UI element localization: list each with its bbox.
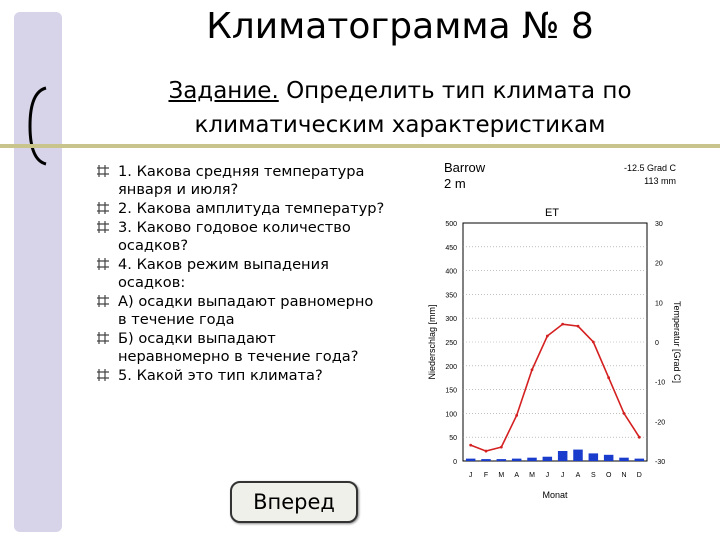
question-text: 2. Какова амплитуда температур? — [118, 200, 385, 217]
left-tick-label: 500 — [445, 221, 457, 228]
right-axis — [655, 221, 665, 466]
question-text: 3. Каково годовое количество осадков? — [118, 219, 351, 254]
precip-bar — [512, 459, 522, 461]
temperature-point — [500, 446, 503, 449]
temperature-point — [592, 341, 595, 344]
left-tick-label: 350 — [445, 292, 457, 300]
temperature-point — [469, 444, 472, 447]
right-tick-label: -30 — [655, 459, 666, 466]
temperature-point — [623, 412, 626, 415]
x-tick-label: F — [483, 472, 489, 479]
question-text: 4. Каков режим выпадения осадков: — [118, 256, 329, 291]
precip-bar — [635, 459, 645, 461]
x-tick-label: A — [575, 472, 581, 479]
right-tick-label: 10 — [655, 300, 663, 308]
x-tick-label: D — [636, 472, 642, 479]
temperature-point — [577, 325, 580, 328]
task-body: Определить тип климата по климатическим характеристикам — [194, 78, 632, 138]
left-axis — [445, 221, 457, 466]
x-tick-label: J — [468, 472, 473, 479]
right-tick-label: 20 — [655, 260, 663, 268]
x-tick-label: S — [590, 472, 596, 479]
temperature-point — [485, 450, 488, 453]
x-tick-label: O — [605, 472, 612, 479]
station-elevation: 2 m — [444, 176, 466, 191]
temperature-point — [515, 414, 518, 417]
right-tick-label: 0 — [655, 340, 659, 347]
page-title: Климатограмма № 8 — [206, 6, 594, 47]
right-tick-label: -10 — [655, 379, 666, 387]
x-tick-label: J — [560, 472, 565, 479]
precip-bar — [543, 457, 553, 461]
x-tick-label: A — [514, 472, 520, 479]
x-tick-label: J — [545, 472, 550, 479]
precip-bar — [527, 458, 537, 461]
left-tick-label: 400 — [445, 268, 457, 276]
precip-bar — [481, 459, 491, 461]
temperature-point — [607, 376, 610, 379]
left-tick-label: 250 — [445, 340, 457, 347]
grid — [463, 247, 647, 437]
temperature-point — [546, 335, 549, 338]
temperature-line — [469, 323, 640, 453]
question-text: 1. Какова средняя температура января и июля? — [118, 163, 365, 198]
precip-bar — [604, 455, 614, 461]
precip-bar — [573, 450, 583, 461]
left-axis-label: Niederschlag [mm] — [427, 304, 437, 380]
annual-precip: 113 mm — [644, 176, 676, 186]
precipitation-bars — [466, 450, 644, 461]
left-tick-label: 450 — [445, 244, 457, 252]
right-axis-label: Temperatur [Grad C] — [672, 300, 682, 384]
temperature-point — [531, 368, 534, 371]
left-tick-label: 0 — [453, 459, 457, 466]
station-name: Barrow — [444, 160, 486, 175]
next-button[interactable]: Вперед — [230, 481, 358, 523]
temperature-point — [561, 323, 564, 326]
temperature-point — [638, 436, 641, 439]
x-tick-label: N — [621, 472, 627, 479]
left-tick-label: 150 — [445, 387, 457, 395]
question-text: 5. Какой это тип климата? — [118, 367, 323, 384]
annual-temp: -12.5 Grad C — [623, 163, 676, 173]
temperature-line-path — [471, 324, 640, 451]
x-axis — [469, 472, 642, 479]
right-tick-label: 30 — [655, 221, 663, 228]
x-tick-label: M — [498, 472, 505, 479]
left-tick-label: 100 — [445, 411, 457, 419]
precip-bar — [497, 459, 507, 461]
climate-code: ET — [544, 207, 560, 219]
left-tick-label: 300 — [445, 316, 457, 324]
precip-bar — [619, 458, 629, 461]
precip-bar — [589, 453, 599, 461]
right-tick-label: -20 — [655, 419, 666, 427]
question-text: А) осадки выпадают равномерно в течение года — [118, 293, 374, 328]
left-tick-label: 50 — [449, 435, 457, 443]
x-axis-label: Monat — [542, 490, 568, 500]
left-tick-label: 200 — [445, 363, 457, 371]
precip-bar — [558, 451, 568, 461]
task-head: Задание. — [168, 78, 279, 104]
question-text: Б) осадки выпадают неравномерно в течение года? — [118, 330, 359, 365]
x-tick-label: M — [529, 472, 535, 479]
precip-bar — [466, 459, 476, 461]
